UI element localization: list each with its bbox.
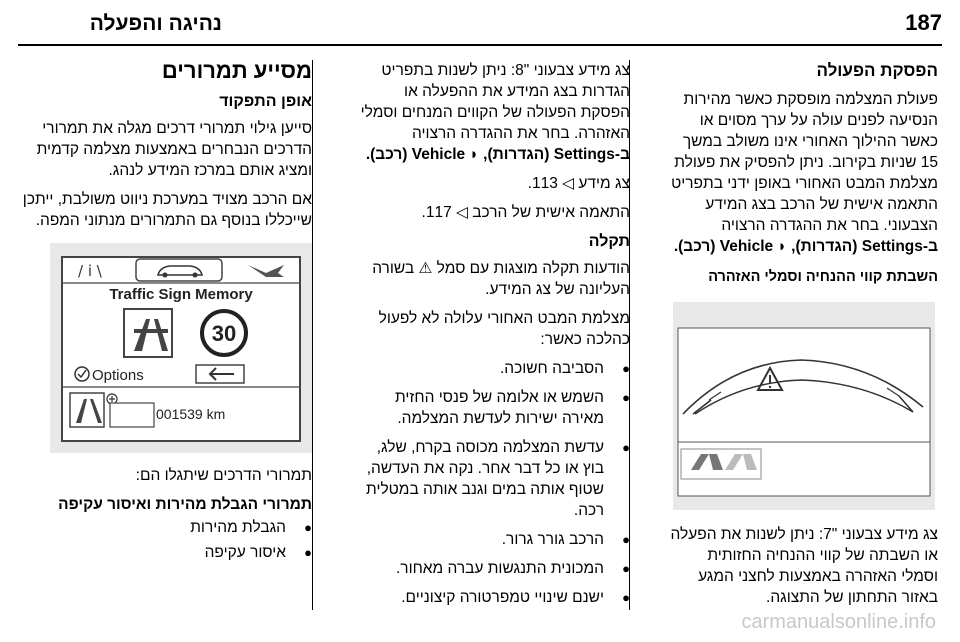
reference-line: התאמה אישית של הרכב ◁ 117. (421, 204, 630, 221)
middle-column (355, 60, 630, 616)
paragraph: צג מידע צבעוני "8: ניתן לשנות בתפריט הגדרות בצג המידע את ההפעלה או הפסקת הפעולה של הקווים המנחים וסמלי האזהרה. בחר את ההגדרה הרצויה ב-Settings (הגדרות), ◗ Vehicle (רכב). (360, 62, 630, 163)
list-item: ● ישנם שינויי טמפרטורה קיצוניים. (355, 587, 630, 608)
heading-malfunction: תקלה (588, 233, 630, 250)
header-rule (18, 44, 942, 46)
list-item: ● המכונית התנגשות עברה מאחור. (355, 558, 630, 579)
watermark: carmanualsonline.info (741, 611, 936, 633)
reference-line: צג מידע ◁ 113. (527, 175, 630, 192)
right-column (670, 60, 938, 616)
section-title: נהיגה והפעלה (89, 12, 222, 35)
paragraph: סייען גילוי תמרורי דרכים מגלה את תמרורי הדרכים הנבחרים באמצעות מצלמה קדמית ומציג אותם במרכז המידע לנהג. (36, 120, 312, 179)
paragraph: הודעות תקלה מוצגות עם סמל ⚠ בשורה העליונה של צג המידע. (372, 260, 630, 298)
heading-traffic-sign-assistant: מסייע תמרורים (161, 58, 312, 83)
page-number: 187 (905, 10, 942, 35)
list-item: ● הסביבה חשוכה. (355, 358, 630, 379)
camera-display-image (673, 302, 935, 510)
column-separator (312, 60, 313, 610)
list-item: ● השמש או אלומה של פנסי החזית מאירה ישירות לעדשת המצלמה. (355, 387, 630, 429)
speed-limit-value: 30 (211, 321, 237, 346)
paragraph: פעולת המצלמה מופסקת כאשר מהירות הנסיעה לפנים עולה על ערך מסוים או כאשר ההילוך האחורי אינו משולב במשך 15 שניות בקירוב. ניתן להפסיק את פעולת מצלמת המבט האחורי באופן ידני בתפריט התאמה אישית של הרכב בצג המידע הצבעוני. בחר את ההגדרה הרצויה ב-Settings (הגדרות), ◗ Vehicle (רכב). (671, 91, 938, 255)
list-item: ● הגבלת מהירות (20, 517, 312, 538)
heading-stop-operation: הפסקת הפעולה (816, 61, 938, 80)
paragraph-bold: תמרורי הגבלת מהירות ואיסור עקיפה (58, 496, 312, 513)
condition-list (355, 358, 630, 608)
paragraph: צג מידע צבעוני "7: ניתן לשנות את הפעלה או השבתה של קווי ההנחיה החזותית וסמלי האזהרה באמצעות לחצני המגע באזור התחתון של התצוגה. (670, 526, 938, 606)
paragraph: תמרורי הדרכים שיתגלו הם: (135, 467, 312, 484)
traffic-sign-memory-screen (50, 243, 312, 453)
odometer-value: 001539 km (156, 406, 226, 422)
list-item: ● הרכב גורר גרור. (355, 529, 630, 550)
speed-limit-icon (202, 311, 246, 355)
display-title: Traffic Sign Memory (109, 286, 253, 303)
camera-guidelines-illustration (673, 302, 935, 510)
left-column (20, 60, 312, 571)
sign-list (20, 517, 312, 563)
list-item: ● עדשת המצלמה מכוסה בקרח, שלג, בוץ או כל דבר אחר. נקה את העדשה, שטוף אותה במים וגנב אותה במטלית רכה. (355, 437, 630, 521)
paragraph: אם הרכב מצויד במערכת ניווט משולבת, ייתכן שייכללו בנוסף גם התמרורים מנתוני המפה. (22, 191, 312, 229)
svg-text:/ i \: / i \ (78, 262, 102, 280)
subheading-disable-guidelines: השבתת קווי ההנחיה וסמלי האזהרה (708, 269, 938, 285)
options-label: Options (92, 367, 144, 384)
paragraph: מצלמת המבט האחורי עלולה לא לפעול כהלכה כאשר: (378, 310, 630, 348)
list-item: ● איסור עקיפה (20, 542, 312, 563)
traffic-sign-display-image (50, 243, 312, 453)
info-icon (78, 262, 103, 280)
subheading-functionality: אופן התפקוד (219, 93, 312, 110)
